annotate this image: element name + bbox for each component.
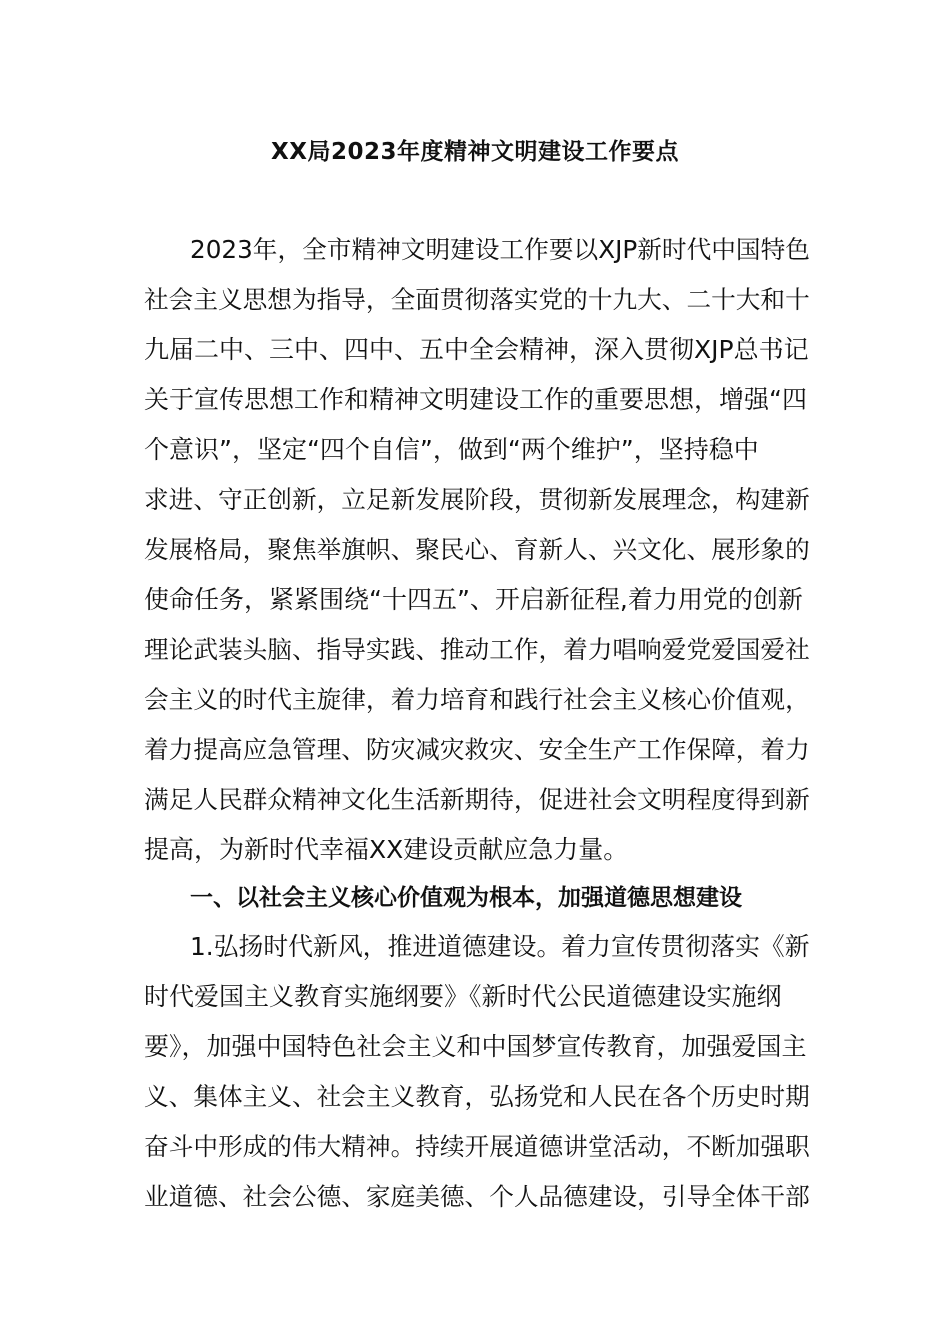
paragraph-line: 求进、守正创新，立足新发展阶段，贯彻新发展理念，构建新 [144, 485, 810, 514]
paragraph-line: 提高，为新时代幸福XX建设贡献应急力量。 [144, 835, 629, 864]
paragraph-line: 社会主义思想为指导，全面贯彻落实党的十九大、二十大和十 [144, 285, 810, 314]
document-title: XX局2023年度精神文明建设工作要点 [271, 139, 679, 165]
paragraph-line: 奋斗中形成的伟大精神。持续开展道德讲堂活动，不断加强职 [144, 1132, 810, 1161]
paragraph-line: 要》，加强中国特色社会主义和中国梦宣传教育，加强爱国主 [144, 1032, 807, 1061]
paragraph-line: 关于宣传思想工作和精神文明建设工作的重要思想，增强“四 [144, 385, 807, 414]
paragraph-line: 时代爱国主义教育实施纲要》《新时代公民道德建设实施纲 [144, 982, 782, 1011]
paragraph-line: 业道德、社会公德、家庭美德、个人品德建设，引导全体干部 [144, 1182, 810, 1211]
paragraph-line: 理论武装头脑、指导实践、推动工作，着力唱响爱党爱国爱社 [144, 635, 810, 664]
paragraph-line: 个意识”，坚定“四个自信”，做到“两个维护”，坚持稳中 [144, 435, 759, 464]
paragraph-line: 1.弘扬时代新风，推进道德建设。着力宣传贯彻落实《新 [190, 932, 810, 961]
paragraph-line: 九届二中、三中、四中、五中全会精神，深入贯彻XJP总书记 [144, 335, 809, 364]
paragraph-line: 使命任务，紧紧围绕“十四五”、开启新征程,着力用党的创新 [144, 585, 803, 614]
paragraph-line: 发展格局，聚焦举旗帜、聚民心、育新人、兴文化、展形象的 [144, 535, 810, 564]
paragraph-line: 2023年，全市精神文明建设工作要以XJP新时代中国特色 [190, 235, 810, 264]
section-heading: 一、以社会主义核心价值观为根本，加强道德思想建设 [190, 885, 742, 911]
paragraph-line: 会主义的时代主旋律，着力培育和践行社会主义核心价值观， [144, 685, 810, 714]
paragraph-line: 义、集体主义、社会主义教育，弘扬党和人民在各个历史时期 [144, 1082, 810, 1111]
paragraph-line: 满足人民群众精神文化生活新期待，促进社会文明程度得到新 [144, 785, 810, 814]
paragraph-line: 着力提高应急管理、防灾减灾救灾、安全生产工作保障，着力 [144, 735, 810, 764]
